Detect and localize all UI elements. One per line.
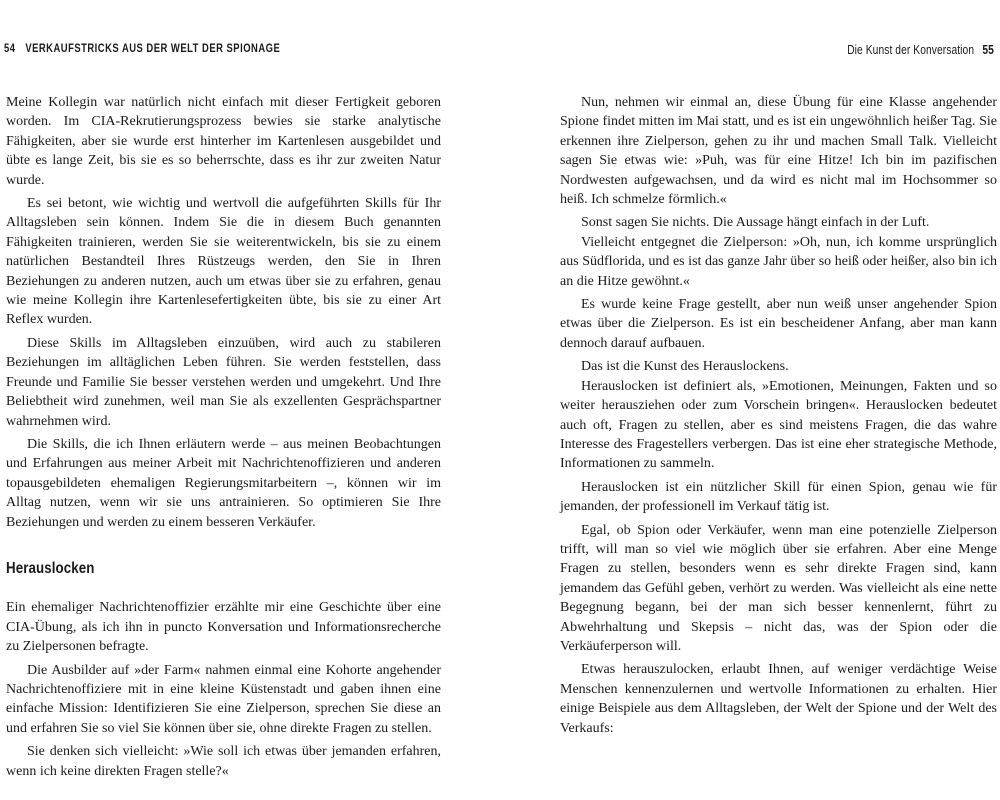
paragraph: Sonst sagen Sie nichts. Die Aussage hängt einfach in der Luft. xyxy=(581,215,930,231)
section-heading: Herauslocken xyxy=(6,559,95,577)
running-head-left-title: VERKAUFSTRICKS AUS DER WELT DER SPIONAGE xyxy=(25,43,281,55)
paragraph: Meine Kollegin war natürlich nicht einfach mit dieser Fertigkeit geboren worden. Im CIA-Rekrutierungsprozess bewies sie starke analytische Fähigkeiten, aber sie wurde erst hinterher im Kartenlesen ausgebildet und übte es lange Zeit, bis sie es so beherrschte, dass es ihr zur zweiten Natur wurde. xyxy=(6,95,441,188)
page-number-left: 54 xyxy=(4,43,16,55)
running-head-left xyxy=(4,43,280,55)
paragraph: Ein ehemaliger Nachrichtenoffizier erzählte mir eine Geschichte über eine CIA-Übung, als ich ihn in puncto Konversation und Informationsrecherche zu Zielpersonen befragte. xyxy=(6,600,441,655)
paragraph: Herauslocken ist ein nützlicher Skill für einen Spion, genau wie für jemanden, der professionell im Verkauf tätig ist. xyxy=(560,479,997,515)
paragraph: Etwas herauszulocken, erlaubt Ihnen, auf weniger verdächtige Weise Menschen kennenzulernen und wertvolle Informationen zu erhalten. Hier einige Beispiele aus dem Alltagsleben, der Welt der Spione und der Welt des Verkaufs: xyxy=(560,662,997,736)
running-head-right-title: Die Kunst der Konversation xyxy=(847,43,975,57)
paragraph: Egal, ob Spion oder Verkäufer, wenn man eine potenzielle Zielperson trifft, will man so viel wie möglich über sie erfahren. Aber eine Menge Fragen zu stellen, besonders wenn es sehr direkte Fragen sind, kann jemandem das Gefühl geben, verhört zu werden. Was vielleicht als eine nette Begegnung begann, bei der man sich besser kennenlernt, führt zu Abwehrhaltung und Skepsis – nicht das, was der Spion oder die Verkäuferperson will. xyxy=(560,522,997,654)
paragraph: Es wurde keine Frage gestellt, aber nun weiß unser angehender Spion etwas über die Zielperson. Es ist ein bescheidener Anfang, aber man kann dennoch darauf aufbauen. xyxy=(560,297,997,351)
paragraph: Nun, nehmen wir einmal an, diese Übung für eine Klasse angehender Spione findet mitten im Mai statt, und es ist ein ungewöhnlich heißer Tag. Sie erkennen ihre Zielperson, gehen zu ihr und machen Small Talk. Vielleicht sagen Sie etwas wie: »Puh, was für eine Hitze! Ich bin im pazifischen Nordwesten aufgewachsen, und da wird es nicht mal im Hochsommer so heiß. Ich schmelze förmlich.« xyxy=(560,95,997,208)
right-body-text xyxy=(560,93,997,738)
paragraph: Es sei betont, wie wichtig und wertvoll die aufgeführten Skills für Ihr Alltagsleben sein können. Indem Sie die in diesem Buch genannten Fähigkeiten trainieren, werden Sie sie weiterentwickeln, bis sie zu einem natürlichen Bestandteil Ihres Rüstzeugs werden, den Sie in Ihren Beziehungen zu anderen nutzen, auch um etwas über sie zu erfahren, genau wie meine Kollegin ihre Kartenlesefertigkeiten übte, bis sie zu einer Art Reflex wurden. xyxy=(6,196,441,328)
paragraph: Sie denken sich vielleicht: »Wie soll ich etwas über jemanden erfahren, wenn ich keine direkten Fragen stelle?« xyxy=(6,744,441,779)
paragraph: Die Ausbilder auf »der Farm« nahmen einmal eine Kohorte angehender Nachrichtenoffiziere mit in eine kleine Küstenstadt und gaben ihnen eine einfache Mission: Identifizieren Sie eine Zielperson, sprechen Sie diese an und erfahren Sie so viel Sie können über sie, ohne direkte Fragen zu stellen. xyxy=(6,662,441,736)
paragraph: Vielleicht entgegnet die Zielperson: »Oh, nun, ich komme ursprünglich aus Südflorida, und es ist das ganze Jahr über so heiß oder heißer, also bin ich an die Hitze gewöhnt.« xyxy=(560,234,997,289)
page-number-right: 55 xyxy=(982,43,994,57)
left-body-text xyxy=(6,93,441,781)
paragraph: Herauslocken ist definiert als, »Emotionen, Meinungen, Fakten und so weiter herausziehen oder zum Vorschein bringen«. Herauslocken bedeutet auch oft, Fragen zu stellen, aber es sind meistens Fragen, die das wahre Interesse des Fragestellers verbergen. Das ist eine eher strategische Methode, Informationen zu sammeln. xyxy=(560,378,997,472)
running-head-right xyxy=(847,43,994,57)
paragraph: Diese Skills im Alltagsleben einzuüben, wird auch zu stabileren Beziehungen im alltäglichen Leben führen. Sie werden feststellen, dass Freunde und Familie Sie besser verstehen werden und umgekehrt. Und Ihre Beliebtheit wird zunehmen, weil man Sie als exzellenten Gesprächspartner wahrnehmen wird. xyxy=(6,335,441,429)
paragraph: Das ist die Kunst des Herauslockens. xyxy=(581,359,789,375)
paragraph: Die Skills, die ich Ihnen erläutern werde – aus meinen Beobachtungen und Erfahrungen aus meiner Arbeit mit Nachrichtenoffizieren und anderen topausgebildeten ehemaligen Regierungsmitarbeitern –, können wir im Alltag nutzen, wenn wir sie uns antrainieren. So optimieren Sie Ihre Beziehungen und werden zu einem besseren Verkäufer. xyxy=(6,436,441,530)
right-page xyxy=(500,0,1000,800)
